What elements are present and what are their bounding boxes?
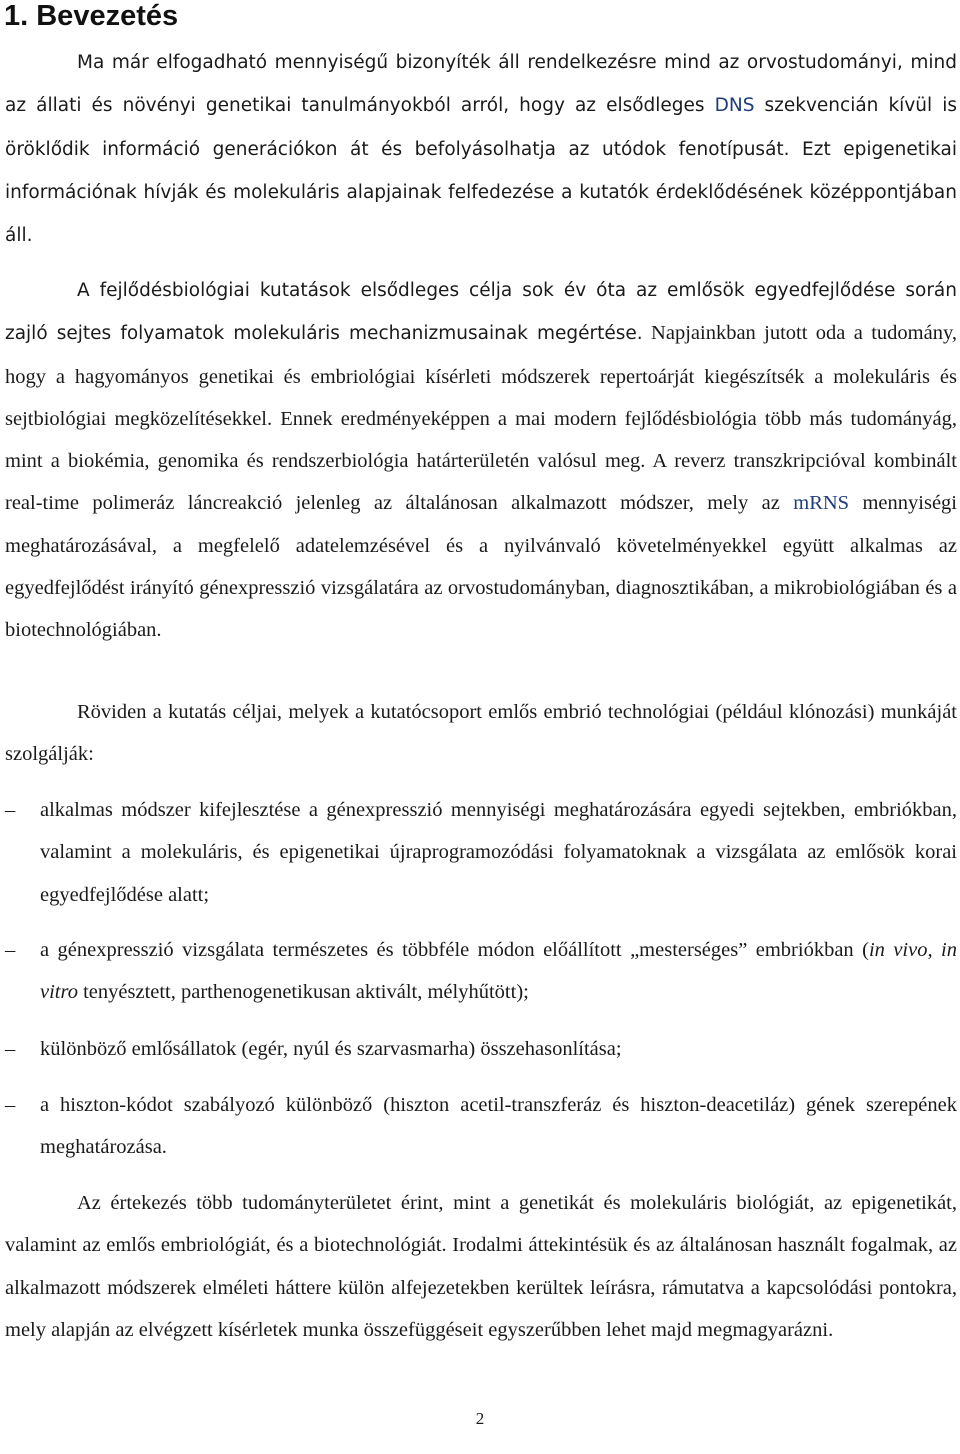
paragraph-research-goals: Röviden a kutatás céljai, melyek a kutatócsoport emlős embrió technológiai (például klónozási) munkáját szolgálják:	[5, 701, 957, 766]
list-item	[5, 789, 957, 916]
list-item-text: a hiszton-kódot szabályozó különböző (hiszton acetil-transzferáz és hiszton-deacetiláz) gének szerepének meghatározása.	[40, 1094, 957, 1159]
paragraph-devbio-text-2: Napjainkban jutott oda a tudomány, hogy a hagyományos genetikai és embriológiai kísérleti módszerek repertoárját kiegészítsék a molekuláris és sejtbiológiai megközelítésekkel. Ennek eredményeképpen a mai modern fejlődésbiológia több más tudományág, mint a biokémia, genomika és rendszerbiológia határterületén valósul meg. A reverz transzkripcióval kombinált real-time polimeráz láncreakció jelenleg az általánosan alkalmazott módszer, mely az	[5, 322, 957, 515]
paragraph-developmental-biology	[5, 269, 957, 652]
list-dash: –	[5, 1094, 16, 1116]
section-heading: 1. Bevezetés	[4, 0, 179, 32]
paragraph-devbio-text-3: mennyiségi meghatározásával, a megfelelő adatelemzésével és a nyilvánvaló követelményekkel együtt alkalmas az egyedfejlődést irányító génexpresszió vizsgálatára az orvostudományban, diagnosztikában, a mikrobiológiában és a biotechnológiában.	[5, 492, 957, 642]
list-item-text-2: tenyésztett, parthenogenetikusan aktivált, mélyhűtött);	[77, 981, 529, 1004]
list-dash: –	[5, 799, 16, 821]
list-dash: –	[5, 1038, 16, 1060]
dns-term: DNS	[714, 95, 755, 117]
list-item-text: különböző emlősállatok (egér, nyúl és szarvasmarha) összehasonlítása;	[40, 1038, 622, 1060]
list-item-text: alkalmas módszer kifejlesztése a génexpresszió mennyiségi meghatározására egyedi sejtekben, embriókban, valamint a molekuláris, és epigenetikai újraprogramozódási folyamatoknak a vizsgálata az emlősök korai egyedfejlődése alatt;	[40, 799, 957, 906]
list-item-text-1: a génexpresszió vizsgálata természetes és többféle módon előállított „mesterséges” embriókban (	[40, 939, 869, 961]
page-number: 2	[475, 1409, 485, 1428]
paragraph-devbio-text-1: A fejlődésbiológiai kutatások elsődleges célja sok év óta az emlősök egyedfejlődése során zajló sejtes folyamatok molekuláris mechanizmusainak megértése.	[5, 280, 957, 345]
list-item	[5, 1028, 957, 1070]
list-item	[5, 929, 957, 1014]
mrns-term: mRNS	[793, 492, 850, 515]
paragraph-intro-text-2: szekvencián kívül is öröklődik információ generációkon át és befolyásolhatja az utódok fenotípusát. Ezt epigenetikai információnak hívják és molekuláris alapjainak felfedezése a kutatók érdeklődésének középpontjában áll.	[5, 95, 957, 247]
paragraph-intro	[5, 41, 957, 257]
in-vivo-in-vitro-term: in vivo, in vitro	[40, 939, 957, 1004]
list-item	[5, 1084, 957, 1169]
paragraph-thesis-overview: Az értekezés több tudományterületet érint, mint a genetikát és molekuláris biológiát, az epigenetikát, valamint az emlős embriológiát, és a biotechnológiát. Irodalmi áttekintésük és az általánosan használt fogalmak, az alkalmazott módszerek elméleti háttere külön alfejezetekben kerültek leírásra, rámutatva a kapcsolódási pontokra, mely alapján az elvégzett kísérletek munka összefüggéseit egyszerűbben lehet majd megmagyarázni.	[5, 1192, 957, 1341]
paragraph-intro-text-1: Ma már elfogadható mennyiségű bizonyíték áll rendelkezésre mind az orvostudományi, mind az állati és növényi genetikai tanulmányokból arról, hogy az elsődleges	[5, 52, 957, 117]
list-item-text	[40, 929, 957, 1014]
list-dash: –	[5, 939, 16, 961]
